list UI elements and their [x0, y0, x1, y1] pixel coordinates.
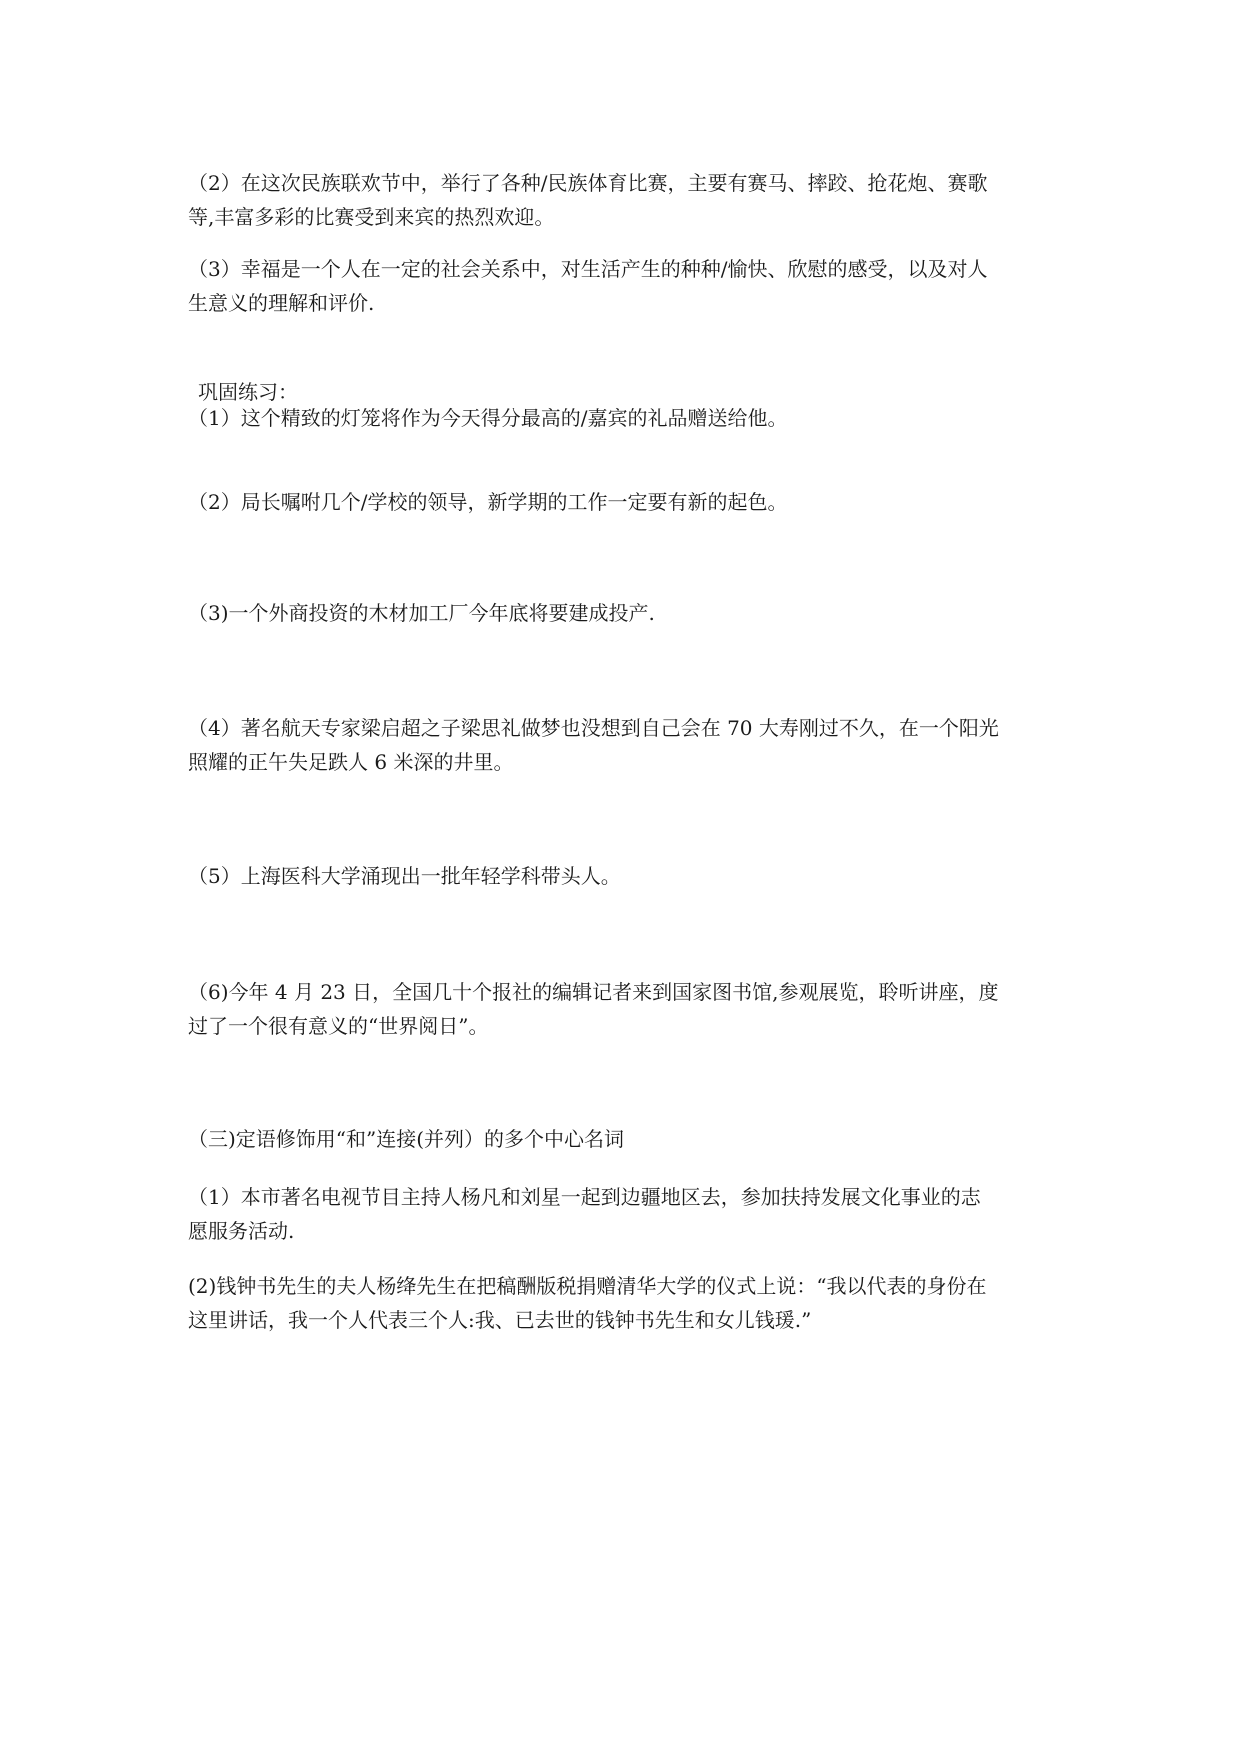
practice-item-4: [188, 711, 1068, 779]
text-line: 等,丰富多彩的比赛受到来宾的热烈欢迎。: [188, 205, 555, 229]
practice-item-1: [188, 401, 1068, 435]
text-line: （1）本市著名电视节目主持人杨凡和刘星一起到边疆地区去，参加扶持发展文化事业的志: [188, 1185, 981, 1209]
practice-item-3: [188, 596, 1068, 630]
paragraph-example-2: [188, 166, 1068, 234]
text-line: （三)定语修饰用“和”连接(并列）的多个中心名词: [188, 1127, 625, 1151]
text-line: （3)一个外商投资的木材加工厂今年底将要建成投产.: [188, 601, 655, 625]
text-line: (2)钱钟书先生的夫人杨绛先生在把稿酬版税捐赠清华大学的仪式上说：“我以代表的身份在: [188, 1274, 987, 1298]
text-line: （4）著名航天专家梁启超之子梁思礼做梦也没想到自己会在 70 大寿刚过不久，在一个阳光: [188, 716, 999, 740]
text-line: （2）局长嘱咐几个/学校的领导，新学期的工作一定要有新的起色。: [188, 490, 788, 514]
text-line: （2）在这次民族联欢节中，举行了各种/民族体育比赛，主要有赛马、摔跤、抢花炮、赛歌: [188, 171, 988, 195]
text-line: （3）幸福是一个人在一定的社会关系中，对生活产生的种种/愉快、欣慰的感受，以及对人: [188, 257, 988, 281]
text-line: 巩固练习：: [198, 380, 298, 404]
paragraph-example-3: [188, 252, 1068, 320]
section-three-example-1: [188, 1180, 1068, 1248]
text-line: （5）上海医科大学涌现出一批年轻学科带头人。: [188, 864, 621, 888]
text-line: 愿服务活动.: [188, 1219, 295, 1243]
text-line: 照耀的正午失足跌人 6 米深的井里。: [188, 750, 514, 774]
text-line: （1）这个精致的灯笼将作为今天得分最高的/嘉宾的礼品赠送给他。: [188, 406, 788, 430]
practice-item-6: [188, 975, 1068, 1043]
text-line: 这里讲话，我一个人代表三个人:我、已去世的钱钟书先生和女儿钱瑗.”: [188, 1308, 812, 1332]
section-heading-three: [188, 1122, 1068, 1156]
text-line: 生意义的理解和评价.: [188, 291, 375, 315]
practice-item-5: [188, 859, 1068, 893]
text-line: 过了一个很有意义的“世界阅日”。: [188, 1014, 489, 1038]
section-three-example-2: [188, 1269, 1068, 1337]
text-line: （6)今年 4 月 23 日，全国几十个报社的编辑记者来到国家图书馆,参观展览，聆听讲座，度: [188, 980, 999, 1004]
practice-item-2: [188, 485, 1068, 519]
